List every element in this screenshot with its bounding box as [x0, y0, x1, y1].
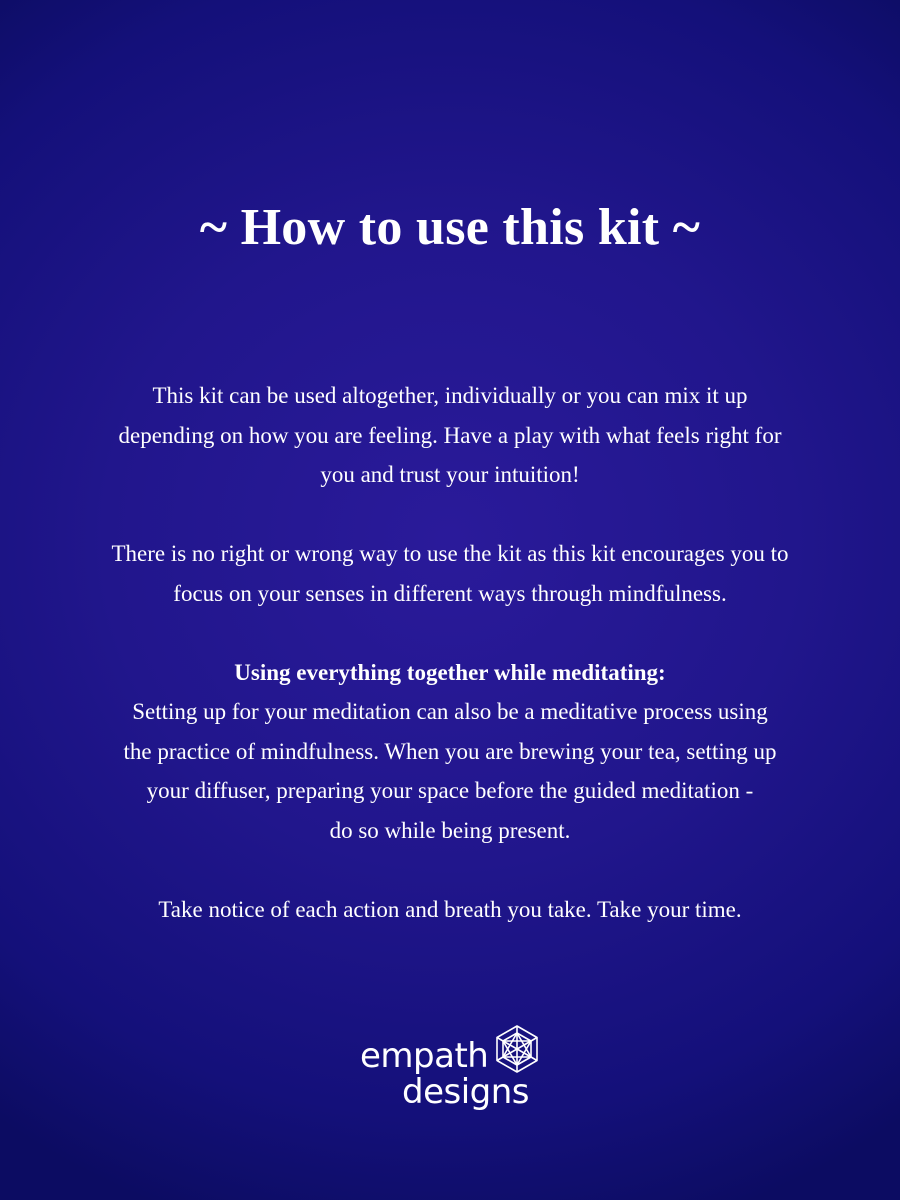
paragraph-line: do so while being present.: [329, 817, 571, 843]
logo-line-1: empath: [360, 1036, 489, 1076]
paragraph-line: the practice of mindfulness. When you are brewing your tea, setting up: [123, 738, 777, 764]
paragraph-line: depending on how you are feeling. Have a play with what feels right for: [118, 422, 782, 448]
section-heading: Using everything together while meditating:: [234, 659, 666, 685]
paragraph-line: Take notice of each action and breath you take. Take your time.: [158, 896, 742, 922]
paragraph-line: your diffuser, preparing your space before the guided meditation -: [146, 778, 754, 803]
brand-logo: [360, 1024, 550, 1119]
metatron-cube-icon: [494, 1024, 540, 1074]
instructions-body: [60, 376, 840, 929]
paragraph-gap: [60, 613, 840, 653]
paragraph-line: There is no right or wrong way to use the kit as this kit encourages you to: [111, 541, 789, 566]
paragraph-gap: [60, 850, 840, 890]
paragraph-line: This kit can be used altogether, individually or you can mix it up: [152, 383, 748, 408]
logo-line-2: designs: [402, 1072, 530, 1112]
paragraph-gap: [60, 495, 840, 535]
page-title: ~ How to use this kit ~: [199, 199, 701, 256]
paragraph-line: focus on your senses in different ways through mindfulness.: [173, 580, 727, 606]
paragraph-line: Setting up for your meditation can also be a meditative process using: [132, 699, 768, 724]
paragraph-line: you and trust your intuition!: [320, 462, 580, 487]
